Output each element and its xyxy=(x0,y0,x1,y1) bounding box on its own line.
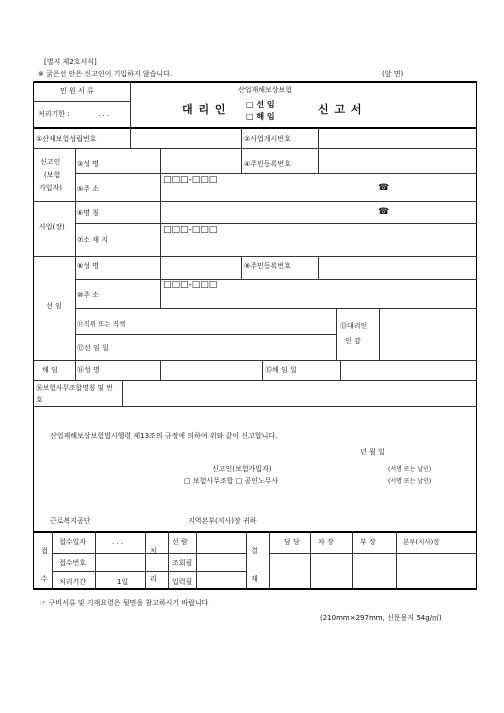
line xyxy=(168,571,246,572)
line xyxy=(340,360,341,380)
phone-icon: ☎ xyxy=(378,183,390,193)
line xyxy=(168,531,169,589)
reception-label-1: 접 xyxy=(41,547,48,555)
location-label: ⑦소 재 지 xyxy=(77,236,109,244)
deadline-label: 처리기한 : xyxy=(38,110,70,118)
line xyxy=(75,148,76,256)
branch-recipient: 지역본부(지사)장 귀하 xyxy=(188,517,257,525)
biz-start-no-label: ②사업개시번호 xyxy=(244,135,291,143)
resident-no-label: ④주민등록번호 xyxy=(244,160,291,168)
line xyxy=(52,571,168,572)
line xyxy=(246,531,247,589)
reporter-group-1: 신고인 xyxy=(40,158,61,166)
line xyxy=(122,380,123,406)
input-label: 입력필 xyxy=(172,578,193,586)
line xyxy=(33,101,130,102)
processing-label-2: 리 xyxy=(150,575,157,583)
line xyxy=(33,406,477,407)
line xyxy=(95,531,96,589)
assoc-name-label-1: ⑯보험사무조합명칭 및 번 xyxy=(36,384,113,392)
line xyxy=(379,308,380,360)
footer-note: ☞ 구비서류 및 기재요령은 뒷면을 참고하시기 바랍니다 xyxy=(40,599,209,607)
line xyxy=(241,128,242,148)
role-staff: 담 당 xyxy=(284,538,300,546)
approval-label-1: 결 xyxy=(251,547,258,555)
reporter-label: 신고인(보험가입자) xyxy=(212,465,272,473)
line xyxy=(33,531,477,533)
line xyxy=(336,308,337,360)
line xyxy=(130,81,131,127)
approval-label-2: 재 xyxy=(251,575,258,583)
form-title-right: 신 고 서 xyxy=(318,103,363,116)
line xyxy=(310,531,311,589)
line xyxy=(75,279,477,280)
processing-label-1: 처 xyxy=(150,547,157,555)
reporter-group-3: 가입자) xyxy=(39,184,63,192)
biz-name-label: ⑥명 칭 xyxy=(77,209,100,217)
declaration-text: 산업재해보상보험법시행령 제13조의 규정에 의하여 위와 같이 신고합니다. xyxy=(50,432,278,440)
dismiss-name-label: ⑭성 명 xyxy=(77,366,100,374)
appoint-resident-label: ⑨주민등록번호 xyxy=(244,262,291,270)
line xyxy=(318,128,319,148)
line xyxy=(33,256,477,257)
appoint-group-label: 선 임 xyxy=(46,302,62,310)
appoint-postcode-boxes: □□□-□□□ xyxy=(163,280,218,290)
line xyxy=(241,256,242,279)
line xyxy=(241,148,242,173)
biz-reg-no-label: ①산재보험성립번호 xyxy=(36,135,97,143)
location-postcode-boxes: □□□-□□□ xyxy=(163,225,218,235)
page-side: (앞 면) xyxy=(382,70,404,78)
civil-docs-label: 민 원 서 류 xyxy=(60,87,94,95)
org-name: 근로복지공단 xyxy=(50,517,91,525)
line xyxy=(75,360,76,380)
line xyxy=(75,308,477,309)
line xyxy=(269,531,270,589)
appoint-address-label: ⑩주 소 xyxy=(77,291,100,299)
line xyxy=(33,201,477,202)
line xyxy=(33,360,477,361)
role-branch-head: 본부(지사)장 xyxy=(403,538,440,546)
option-appoint: □ 선 임 xyxy=(246,100,275,109)
role-deputy: 차 장 xyxy=(318,538,334,546)
option-dismiss: □ 해 임 xyxy=(246,112,275,121)
reception-label-2: 수 xyxy=(41,575,48,583)
assoc-name-label-2: 호 xyxy=(36,396,43,404)
frame-top xyxy=(33,81,477,83)
deadline-dots: . . . xyxy=(98,110,110,118)
line xyxy=(75,334,336,335)
paper-spec: (210mm×297mm, 신문용지 54g/㎡) xyxy=(320,614,442,622)
form-number: [별지 제2호서식] xyxy=(44,58,97,66)
dismiss-group-label: 해 임 xyxy=(42,366,58,374)
phone-icon-business: ☎ xyxy=(378,207,390,217)
line xyxy=(33,380,477,381)
role-manager: 부 장 xyxy=(360,538,376,546)
line xyxy=(130,128,131,148)
review-label: 조회필 xyxy=(172,559,193,567)
line xyxy=(168,553,246,554)
line xyxy=(160,148,161,256)
sign-label-1: (서명 또는 날인) xyxy=(388,466,432,473)
line xyxy=(33,127,477,129)
frame-left xyxy=(33,81,34,589)
appoint-name-label: ⑧성 명 xyxy=(77,262,100,270)
recv-date-label: 접수일자 xyxy=(59,538,87,546)
form-title-left: 대 리 인 xyxy=(182,103,227,116)
line xyxy=(75,173,477,174)
name-label: ③성 명 xyxy=(77,160,100,168)
agent-type-options: □ 보험사무조합 □ 공인노무사 xyxy=(184,477,279,485)
proc-period-label: 처리기간 xyxy=(59,578,87,586)
recv-no-label: 접수번호 xyxy=(59,559,87,567)
appoint-date-label: ⑫선 임 일 xyxy=(77,344,109,352)
insurance-name: 산업재해보상보험 xyxy=(238,86,293,94)
line xyxy=(262,360,263,380)
header-note: ※ 굵은선 안은 신고인이 기입하지 않습니다. xyxy=(38,70,173,78)
line xyxy=(396,531,397,589)
frame-right xyxy=(476,81,477,589)
line xyxy=(75,223,477,224)
recv-date-dots: . . . xyxy=(112,538,124,546)
line xyxy=(318,256,319,279)
frame-bottom xyxy=(33,588,477,590)
line xyxy=(145,531,146,589)
business-group-label: 사업(장) xyxy=(39,223,65,231)
line xyxy=(318,148,319,173)
dismiss-date-label: ⑮해 임 일 xyxy=(265,366,297,374)
sign-label-2: (서명 또는 날인) xyxy=(388,478,432,485)
appoint-position-label: ⑪직위 또는 직책 xyxy=(77,320,126,328)
agent-seal-label-1: ⑬대리인 xyxy=(340,322,368,330)
declaration-date: 년 월 일 xyxy=(360,448,385,456)
reporter-group-2: (보험 xyxy=(44,171,61,179)
sonram-label: 선 람 xyxy=(172,538,188,546)
agent-seal-label-2: 인 감 xyxy=(345,337,361,345)
line xyxy=(52,531,53,589)
line xyxy=(352,531,353,589)
address-postcode-boxes: □□□-□□□ xyxy=(163,175,218,185)
line xyxy=(196,531,197,589)
line xyxy=(160,256,161,308)
line xyxy=(269,553,477,554)
line xyxy=(33,148,477,149)
line xyxy=(160,360,161,380)
proc-period-value: 1일 xyxy=(117,578,129,586)
address-label: ⑤주 소 xyxy=(77,185,100,193)
